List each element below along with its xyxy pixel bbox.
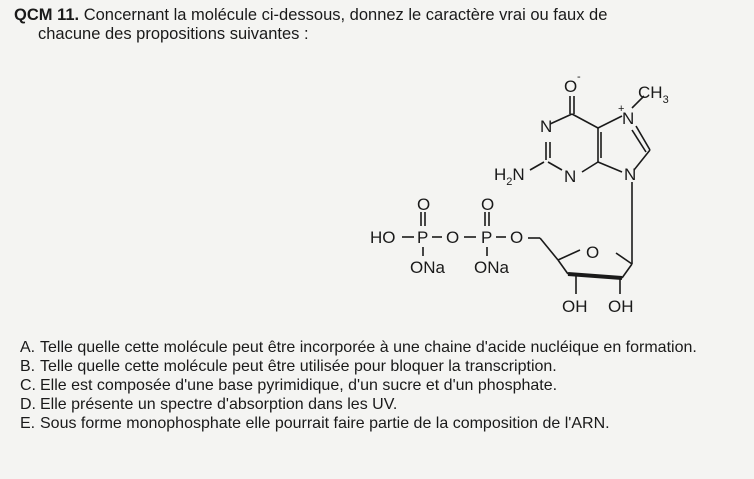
answer-item — [20, 395, 740, 414]
answer-letter: B. — [20, 358, 36, 375]
label-o-minus-charge: - — [577, 71, 581, 83]
label-oh2: OH — [608, 297, 634, 316]
label-ch3-main: CH — [638, 83, 663, 102]
label-n-top: N — [540, 117, 553, 136]
label-plus-charge: + — [618, 103, 625, 115]
label-o-link: O — [446, 228, 460, 247]
answer-letter: E. — [20, 415, 36, 432]
label-o-end: O — [510, 228, 524, 247]
label-n-right: N — [624, 165, 637, 184]
question-text-line1: Concernant la molécule ci-dessous, donnez le caractère vrai ou faux de — [83, 6, 608, 24]
question-header — [14, 6, 734, 44]
label-ch3 — [638, 83, 669, 106]
label-ch3-sub: 3 — [662, 94, 669, 106]
label-p2: P — [481, 228, 493, 247]
answer-item — [20, 357, 740, 376]
answer-item — [20, 414, 740, 433]
label-h2n-sub: 2 — [506, 176, 513, 188]
answer-list — [20, 338, 740, 433]
label-p1: P — [417, 228, 429, 247]
label-ona2: ONa — [474, 258, 509, 277]
label-h2n-n: N — [512, 165, 525, 184]
answer-letter: C. — [20, 377, 36, 394]
label-oh1: OH — [562, 297, 588, 316]
answer-item — [20, 338, 740, 357]
question-number: QCM 11. — [14, 6, 80, 24]
label-h2n — [494, 165, 525, 188]
answer-text: Telle quelle cette molécule peut être incorporée à une chaine d'acide nucléique en formation. — [40, 339, 697, 356]
label-ring-o: O — [586, 243, 600, 262]
answer-item — [20, 376, 740, 395]
answer-letter: D. — [20, 396, 36, 413]
label-ona1: ONa — [410, 258, 445, 277]
answer-text: Telle quelle cette molécule peut être utilisée pour bloquer la transcription. — [40, 358, 557, 375]
label-n-low: N — [564, 167, 577, 186]
label-o-top1: O — [417, 195, 431, 214]
answer-text: Elle présente un spectre d'absorption dans les UV. — [40, 396, 398, 413]
label-o-minus: O — [564, 77, 578, 96]
label-ho: HO — [370, 228, 396, 247]
answer-text: Sous forme monophosphate elle pourrait faire partie de la composition de l'ARN. — [40, 415, 610, 432]
label-n-plus: N — [622, 109, 635, 128]
molecule-drawing — [370, 70, 690, 330]
answer-text: Elle est composée d'une base pyrimidique, d'un sucre et d'un phosphate. — [40, 377, 558, 394]
label-h2n-h: H — [494, 165, 507, 184]
molecule-structure — [370, 70, 690, 330]
question-text-line2: chacune des propositions suivantes : — [38, 25, 309, 43]
answer-letter: A. — [20, 339, 36, 356]
label-o-top2: O — [481, 195, 495, 214]
